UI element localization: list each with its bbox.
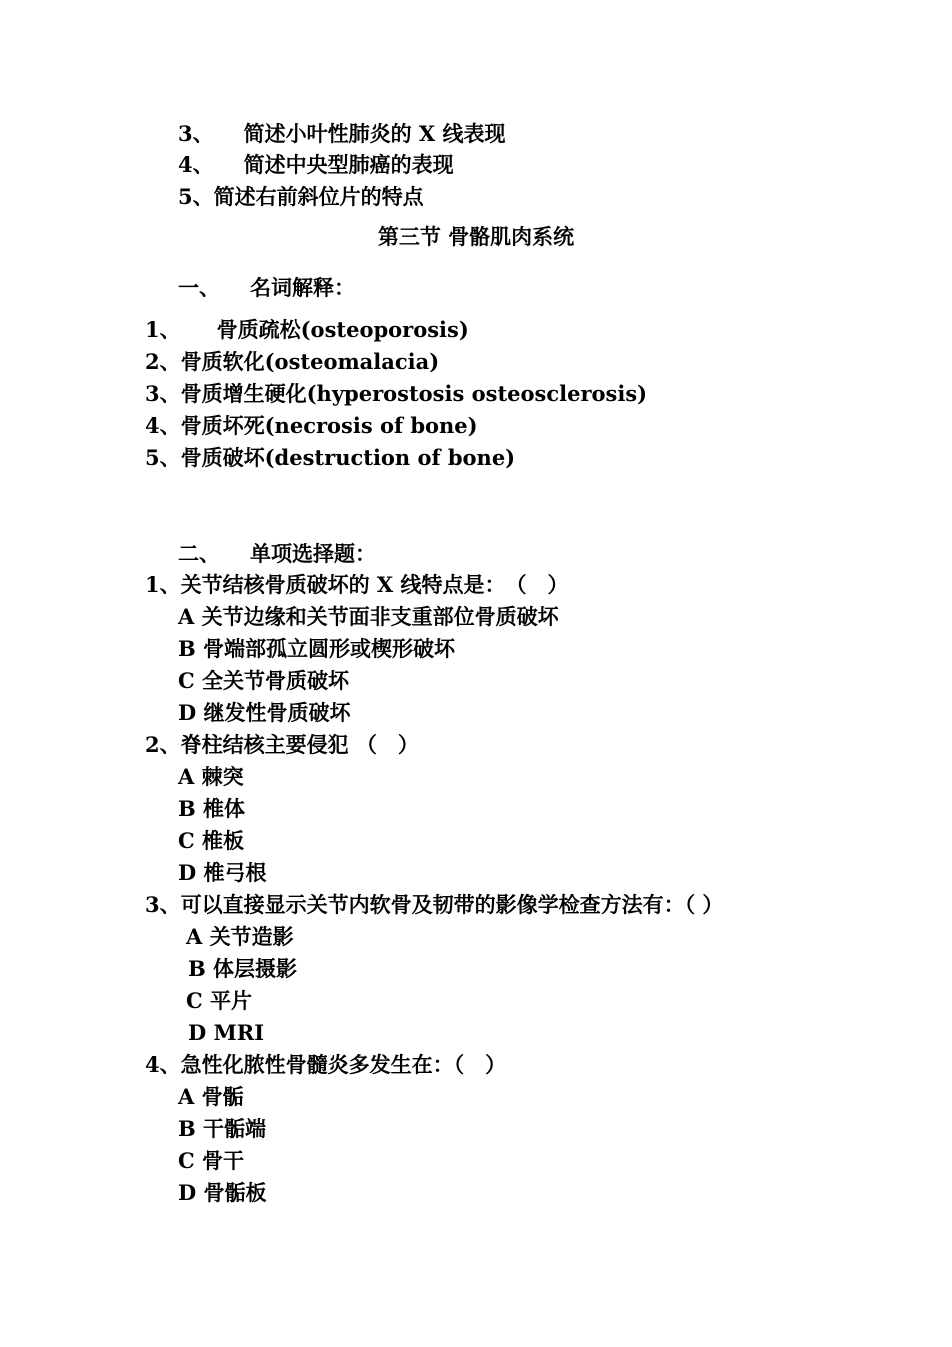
item-number: 3、 xyxy=(145,381,181,406)
item-number: 3、 xyxy=(178,121,214,146)
question-option: A 骨骺 xyxy=(178,1084,244,1109)
term-item xyxy=(145,380,647,408)
item-text: 骨质增生硬化(hyperostosis osteosclerosis) xyxy=(180,381,648,406)
prev-item xyxy=(178,120,506,148)
question-stem: 1、关节结核骨质破坏的 X 线特点是： （ ） xyxy=(145,572,569,597)
item-number: 4、 xyxy=(178,152,214,177)
section-title: 第三节 骨骼肌肉系统 xyxy=(377,224,575,249)
question-option: C 骨干 xyxy=(178,1148,245,1173)
heading-number: 二、 xyxy=(178,541,220,566)
part1-heading xyxy=(178,274,355,302)
item-text: 骨质破坏(destruction of bone) xyxy=(180,445,516,470)
item-text: 骨质软化(osteomalacia) xyxy=(180,349,440,374)
item-text: 简述右前斜位片的特点 xyxy=(213,184,424,209)
question-option: B 干骺端 xyxy=(178,1116,267,1141)
item-number: 5、 xyxy=(145,445,181,470)
question-stem: 3、可以直接显示关节内软骨及韧带的影像学检查方法有：（ ） xyxy=(145,892,724,917)
question-stem: 2、脊柱结核主要侵犯 （ ） xyxy=(145,732,419,757)
term-item xyxy=(145,412,478,440)
heading-text: 名词解释： xyxy=(250,275,355,300)
heading-text: 单项选择题： xyxy=(250,541,376,566)
question-option: B 骨端部孤立圆形或楔形破坏 xyxy=(178,636,456,661)
term-item xyxy=(145,444,515,472)
prev-item xyxy=(178,151,454,179)
question-option: A 关节造影 xyxy=(186,924,294,949)
term-item xyxy=(145,348,439,376)
item-text: 骨质坏死(necrosis of bone) xyxy=(180,413,478,438)
question-option: B 椎体 xyxy=(178,796,246,821)
item-number: 4、 xyxy=(145,413,181,438)
item-number: 1、 xyxy=(145,317,181,342)
item-text: 简述小叶性肺炎的 X 线表现 xyxy=(243,121,506,146)
question-option: A 关节边缘和关节面非支重部位骨质破坏 xyxy=(178,604,559,629)
question-option: C 平片 xyxy=(186,988,253,1013)
question-stem: 4、急性化脓性骨髓炎多发生在：（ ） xyxy=(145,1052,507,1077)
question-option: C 全关节骨质破坏 xyxy=(178,668,350,693)
question-option: B 体层摄影 xyxy=(188,956,298,981)
question-option: C 椎板 xyxy=(178,828,245,853)
question-option: A 棘突 xyxy=(178,764,244,789)
part2-heading xyxy=(178,540,376,568)
item-text: 简述中央型肺癌的表现 xyxy=(243,152,454,177)
question-option: D 椎弓根 xyxy=(178,860,267,885)
item-number: 2、 xyxy=(145,349,181,374)
question-option: D 骨骺板 xyxy=(178,1180,267,1205)
item-text: 骨质疏松(osteoporosis) xyxy=(216,317,469,342)
prev-item xyxy=(178,183,424,211)
heading-number: 一、 xyxy=(178,275,220,300)
question-option: D MRI xyxy=(188,1020,265,1045)
item-number: 5、 xyxy=(178,184,214,209)
term-item xyxy=(145,316,469,344)
question-option: D 继发性骨质破坏 xyxy=(178,700,351,725)
